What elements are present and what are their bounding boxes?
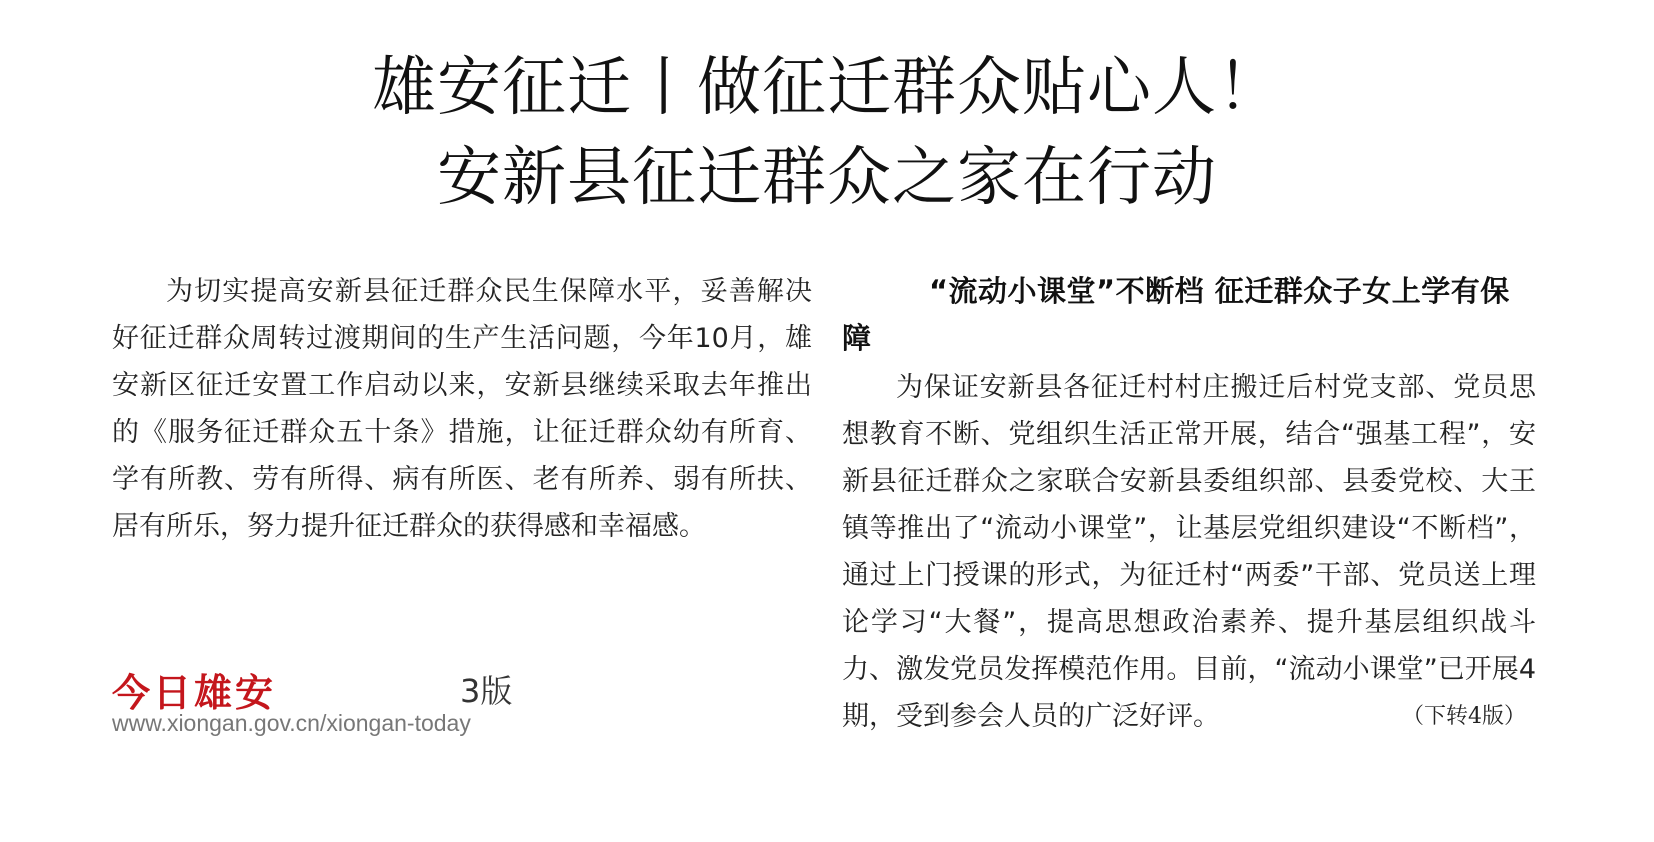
section-paragraph-text: 为保证安新县各征迁村村庄搬迁后村党支部、党员思想教育不断、党组织生活正常开展，结合“强基工程”，安新县征迁群众之家联合安新县委组织部、县委党校、大王镇等推出了“流动小课堂”，让基层党组织建设“不断档”，通过上门授课的形式，为征迁村“两委”干部、党员送上理论学习“大餐”，提高思想政治素养、提升基层组织战斗力、激发党员发挥模范作用。目前，“流动小课堂”已开展4期，受到参会人员的广泛好评。 [842,372,1536,732]
section-paragraph [842,364,1536,740]
intro-paragraph: 为切实提高安新县征迁群众民生保障水平，妥善解决好征迁群众周转过渡期间的生产生活问题，今年10月，雄安新区征迁安置工作启动以来，安新县继续采取去年推出的《服务征迁群众五十条》措施，让征迁群众幼有所育、学有所教、劳有所得、病有所医、老有所养、弱有所扶、居有所乐，努力提升征迁群众的获得感和幸福感。 [112,276,812,542]
right-column [842,268,1536,740]
headline-line-1: 雄安征迁丨做征迁群众贴心人！ [372,51,1282,125]
headline-line-2: 安新县征迁群众之家在行动 [437,141,1217,215]
newspaper-logo: 今日雄安 [112,670,277,715]
section-subheading: “流动小课堂”不断档 征迁群众子女上学有保障 [842,274,1510,355]
continued-note: （下转4版） [1402,704,1526,729]
site-url: www.xiongan.gov.cn/xiongan-today [112,710,471,736]
page-number: 3版 [460,672,513,710]
